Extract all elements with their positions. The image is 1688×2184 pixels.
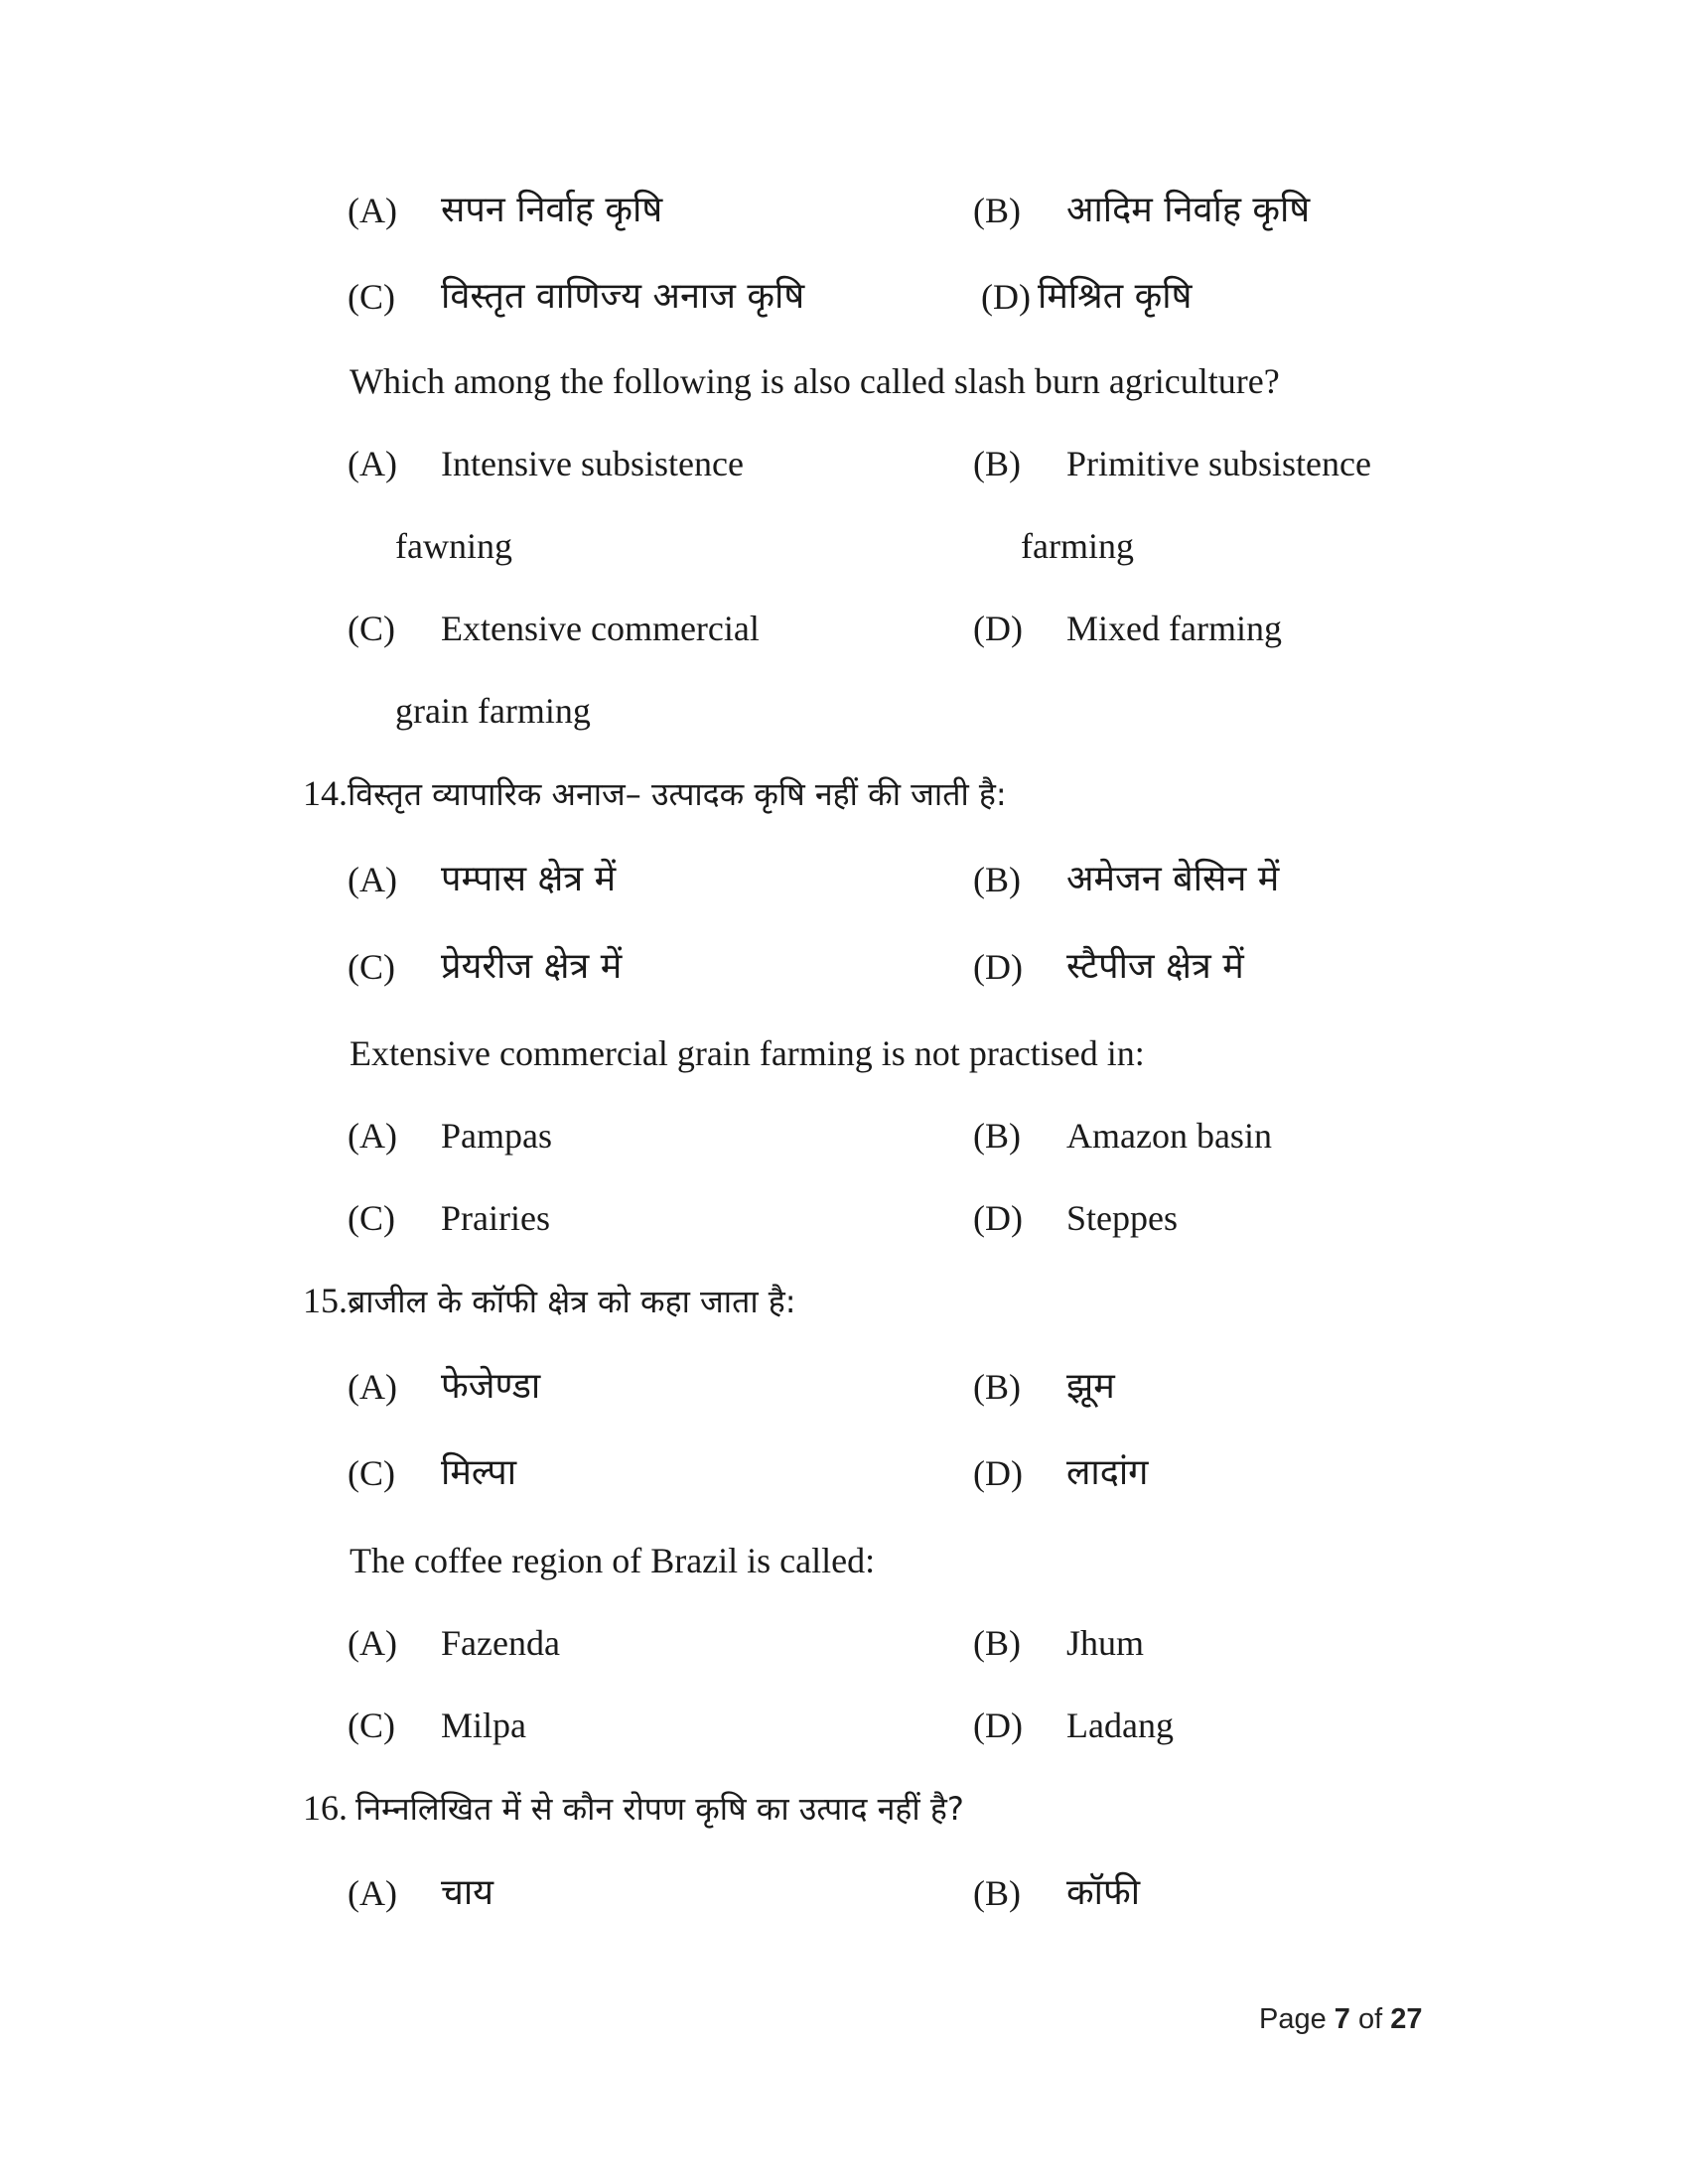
q14-hindi-option-c-label: (C): [348, 947, 395, 987]
q15-option-a-label: (A): [348, 1623, 397, 1663]
q15-hindi-option-b-text: झूम: [1066, 1366, 1115, 1407]
q14-hindi-option-c-text: प्रेयरीज क्षेत्र में: [441, 946, 623, 987]
q16-hindi-option-a-label: (A): [348, 1873, 397, 1913]
q13-option-b-label: (B): [973, 444, 1021, 483]
q15-option-a-text: Fazenda: [441, 1623, 560, 1663]
q14-option-c-text: Prairies: [441, 1198, 550, 1238]
q15-hindi-option-a-label: (A): [348, 1367, 397, 1407]
q13-option-a-text: Intensive subsistence: [441, 444, 744, 483]
q14-option-a-text: Pampas: [441, 1116, 552, 1156]
q15-option-b-label: (B): [973, 1623, 1021, 1663]
q15-option-d-text: Ladang: [1066, 1706, 1174, 1745]
page-number-footer: [1259, 2003, 1423, 2036]
q15-hindi-question: [303, 1279, 796, 1323]
q14-option-d-text: Steppes: [1066, 1198, 1178, 1238]
q15-hindi-option-b-label: (B): [973, 1367, 1021, 1407]
q15-option-c-label: (C): [348, 1706, 395, 1745]
q15-option-b-text: Jhum: [1066, 1623, 1145, 1663]
q14-hindi-option-b-label: (B): [973, 860, 1021, 899]
q16-hindi-question-text: निम्नलिखित में से कौन रोपण कृषि का उत्पाद नहीं है?: [355, 1790, 964, 1828]
q13-option-c-continuation: grain farming: [395, 691, 591, 731]
q15-hindi-option-c-label: (C): [348, 1453, 395, 1493]
q14-hindi-option-a-label: (A): [348, 860, 397, 899]
q13-option-a-label: (A): [348, 444, 397, 483]
q13-hindi-option-b-text: आदिम निर्वाह कृषि: [1066, 190, 1311, 230]
page-of-text: of: [1349, 2003, 1391, 2035]
q14-hindi-question-text: विस्तृत व्यापारिक अनाज– उत्पादक कृषि नहीं की जाती है:: [348, 775, 1007, 813]
q13-option-d-text: Mixed farming: [1066, 609, 1282, 648]
q14-option-a-label: (A): [348, 1116, 397, 1156]
q15-number: 15.: [303, 1281, 348, 1320]
q13-option-b-continuation: farming: [1021, 526, 1134, 566]
q13-hindi-option-b-label: (B): [973, 191, 1021, 230]
q13-option-a-continuation: fawning: [395, 526, 512, 566]
q15-option-c-text: Milpa: [441, 1706, 526, 1745]
q16-number: 16.: [303, 1788, 348, 1828]
q14-hindi-option-b-text: अमेजन बेसिन में: [1066, 859, 1280, 899]
q16-hindi-question: [303, 1786, 964, 1831]
q14-number: 14.: [303, 773, 348, 813]
q14-hindi-option-a-text: पम्पास क्षेत्र में: [441, 859, 617, 899]
q14-option-d-label: (D): [973, 1198, 1023, 1238]
q14-option-b-label: (B): [973, 1116, 1021, 1156]
q15-option-d-label: (D): [973, 1706, 1023, 1745]
q13-option-b-text: Primitive subsistence: [1066, 444, 1371, 483]
total-page-count: 27: [1390, 2003, 1423, 2035]
q13-hindi-option-c-label: (C): [348, 277, 395, 317]
q15-english-question: The coffee region of Brazil is called:: [350, 1541, 876, 1580]
q13-hindi-option-c-text: विस्तृत वाणिज्य अनाज कृषि: [441, 276, 805, 317]
q13-hindi-option-d-label: (D): [981, 277, 1031, 317]
q14-english-question: Extensive commercial grain farming is not practised in:: [350, 1033, 1145, 1073]
q14-option-b-text: Amazon basin: [1066, 1116, 1272, 1156]
current-page-number: 7: [1334, 2003, 1350, 2035]
q13-hindi-option-d-text: मिश्रित कृषि: [1038, 276, 1193, 317]
q15-hindi-option-a-text: फेजेण्डा: [441, 1366, 541, 1407]
page-prefix: Page: [1259, 2003, 1335, 2035]
q16-hindi-option-b-text: कॉफी: [1066, 1872, 1141, 1913]
q14-hindi-option-d-label: (D): [973, 947, 1023, 987]
q13-hindi-option-a-label: (A): [348, 191, 397, 230]
q16-hindi-option-b-label: (B): [973, 1873, 1021, 1913]
q15-hindi-question-text: ब्राजील के कॉफी क्षेत्र को कहा जाता है:: [348, 1283, 796, 1320]
q14-hindi-question: [303, 771, 1007, 816]
q15-hindi-option-c-text: मिल्पा: [441, 1452, 517, 1493]
q16-hindi-option-a-text: चाय: [441, 1872, 494, 1913]
q13-option-d-label: (D): [973, 609, 1023, 648]
q13-option-c-label: (C): [348, 609, 395, 648]
q15-hindi-option-d-text: लादांग: [1066, 1452, 1149, 1493]
q13-english-question: Which among the following is also called slash burn agriculture?: [350, 361, 1280, 401]
q15-hindi-option-d-label: (D): [973, 1453, 1023, 1493]
q14-hindi-option-d-text: स्टैपीज क्षेत्र में: [1066, 946, 1244, 987]
q13-hindi-option-a-text: सपन निर्वाह कृषि: [441, 190, 663, 230]
q14-option-c-label: (C): [348, 1198, 395, 1238]
q13-option-c-text: Extensive commercial: [441, 609, 760, 648]
